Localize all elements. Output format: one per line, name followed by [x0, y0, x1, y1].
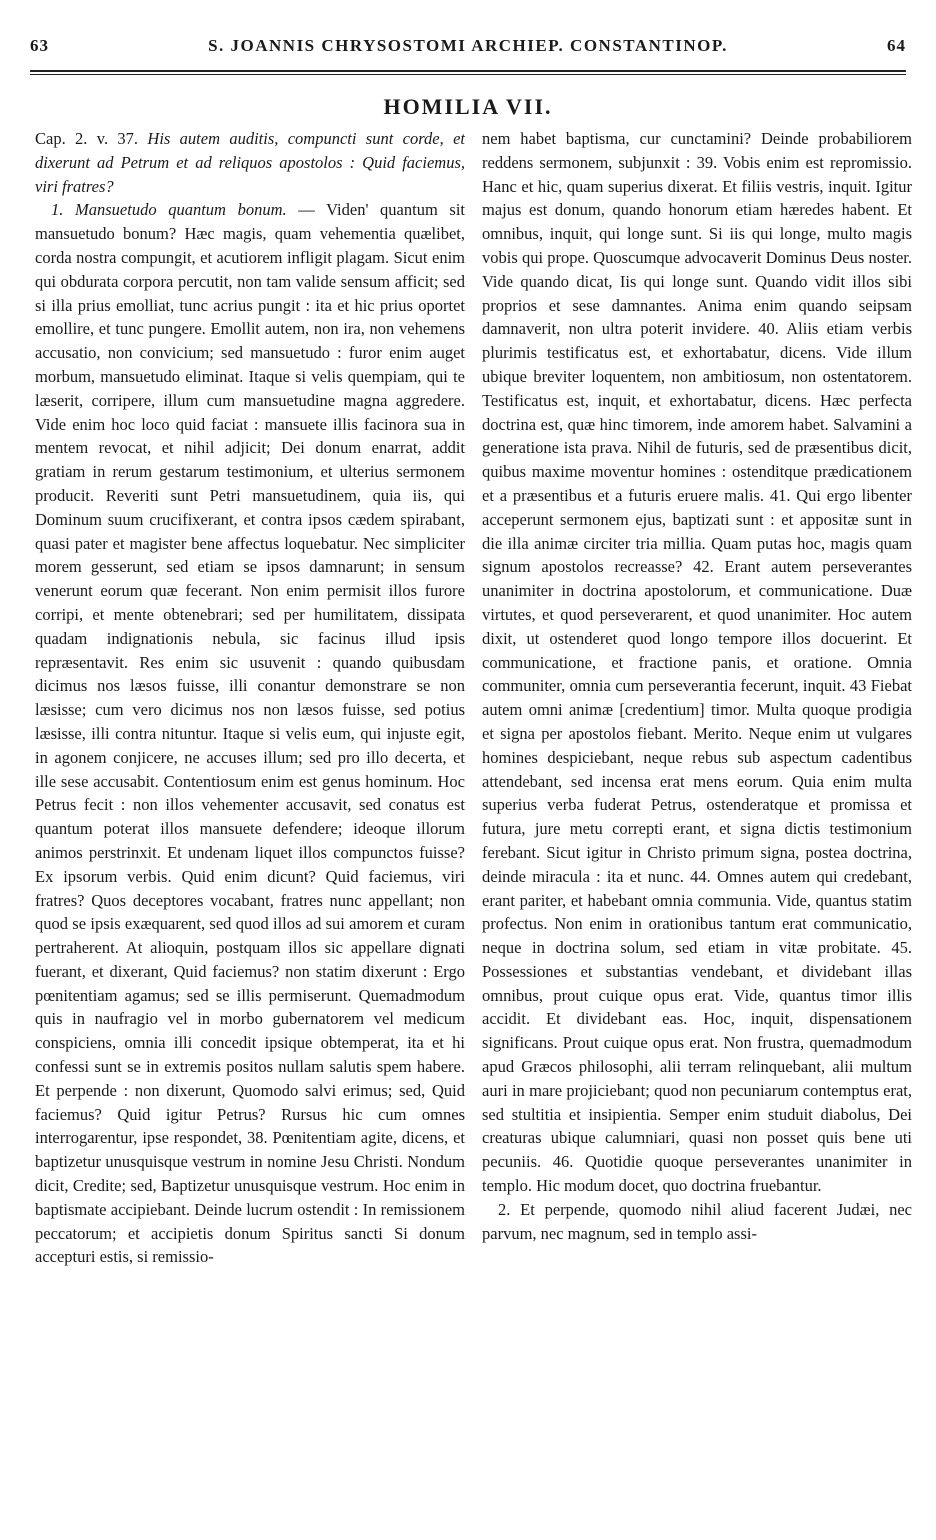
intro-paragraph [35, 127, 465, 198]
chapter-verse-label: Cap. 2. v. 37. [35, 129, 139, 148]
header-rule [30, 70, 906, 75]
left-column [35, 127, 465, 1517]
homily-title: HOMILIA VII. [383, 94, 553, 119]
paragraph-1 [35, 198, 465, 1269]
page-number-right: 64 [887, 36, 906, 55]
continued-paragraph: nem habet baptisma, cur cunctamini? Deinde probabiliorem reddens sermonem, subjunxit : 39. Vobis enim est repromissio. Hanc et hic, quam superius dixerat. Et filiis vestris, inquit. Igitur majus est donum, quando honorum etiam hæredes habent. Et omnibus, inquit, qui longe sunt. Si iis qui longe, multo magis vobis qui prope. Quoscumque advocaverit Dominus Deus noster. Vide quando dicat, Iis qui longe sunt. Quando vidit illos sibi proprios et sese damnantes. Anima enim quando seipsam damnaverit, non ultra poterit invidere. 40. Aliis etiam verbis plurimis testificatus est, et exhortabatur, dicens. Vide illum ubique breviter loquentem, non ambitiosum, non ostentatorem. Testificatus est, inquit, et exhortabatur, dicens. Hæc perfecta doctrina est, quæ hinc timorem, inde amorem habet. Salvamini a generatione ista prava. Nihil de futuris, sed de præsentibus dicit, quibus maxime moventur homines : ostenditque prædicationem et a præsentibus et a futuris eruere malis. 41. Qui ergo libenter acceperunt sermonem ejus, baptizati sunt : et appositæ sunt in die illa animæ circiter tria millia. Quam putas hoc, magis quam signum apostolos recreasse? 42. Erant autem perseverantes unanimiter in doctrina apostolorum, et communicatione. Duæ virtutes, et quod perseverarent, et quod unanimiter. Hoc autem dixit, ut ostenderet quod longo tempore illos docuerint. Et communicatione, et fractione panis, et oratione. Omnia communiter, omnia cum perseverantia fecerunt, inquit. 43 Fiebat autem omni animæ [credentium] timor. Multa quoque prodigia et signa per apostolos fiebant. Merito. Neque enim ut vulgares homines despiciebant, neque rebus sub aspectum cadentibus attendebant, sed incensa erat mens eorum. Quia enim multa superius verba fuderat Petrus, ostenderatque et promissa et futura, jure metu correpti erant, et signa dictis testimonium ferebant. Sicut igitur in Christo primum signa, postea doctrina, deinde miracula : ita et nunc. 44. Omnes autem qui credebant, erant pariter, et habebant omnia communia. Vide, quantus statim profectus. Non enim in orationibus tantum erat communicatio, neque in doctrina solum, sed etiam in vitæ probitate. 45. Possessiones et substantias vendebant, et dividebant illas omnibus, prout cuique opus erat. Vide, quantus timor illis accidit. Et dividebant eas. Hoc, inquit, dispensationem significans. Prout cuique opus erat. Non frustra, quemadmodum apud Græcos philosophi, alii terram relinquebant, alii multum auri in mare projiciebant; quod non pecuniarum contemptus erat, sed stultitia et insipientia. Semper enim studuit diabolus, Dei creaturas ubique calumniari, quasi non posset quis bene uti pecuniis. 46. Quotidie quoque perseverantes unanimiter in templo. Hic modum docet, quo doctrina fruebantur. [482, 129, 912, 1196]
right-column [482, 127, 912, 1517]
paragraph-text: — Viden' quantum sit mansuetudo bonum? Hæc magis, quam vehementia quælibet, corda nostra compungit, et acutiorem infligit plagam. Sicut enim qui obdurata corpora percutit, non tam valide sensum afficit; sed si illa prius emolliat, tunc acrius pungit : ita et hic prius oportet emollire, et tunc pungere. Emollit autem, non ira, non vehemens accusatio, non convicium; sed mansuetudo : furor enim auget morbum, mansuetudo eliminat. Itaque si velis quempiam, qui te læserit, corripere, illum cum mansuetudine magna aggredere. Vide enim hoc loco quid faciat : mansuete illis facinora sua in mentem revocat, et nihil adjicit; Dei donum enarrat, addit gratiam in rerum gestarum testimonium, et ulterius sermonem producit. Reveriti sunt Petri mansuetudinem, quia iis, qui Dominum suum crucifixerant, et contra ipsos cædem spirabant, quasi pater et magister bene affectus loquebatur. Nec simpliciter morem gesserunt, sed etiam se ipsos damnarunt; in sensum venerunt eorum quæ fecerant. Non enim permisit illos furore corripi, et mente obtenebrari; sed per humilitatem, dissipata quadam indignationis nebula, sic facinus illud ipsis repræsentavit. Res enim sic usuvenit : quando quibusdam dicimus nos læsos fuisse, illi conantur demonstrare se non læsisse; cum vero dicimus nos non læsos fuisse, sed potius læsisse, illi contra nituntur. Itaque si velis eum, qui injuste egit, in agonem conjicere, ne accuses illum; sed pro illo decerta, et ille sese accusabit. Contentiosum enim est genus hominum. Hoc Petrus fecit : non illos vehementer accusavit, sed conatus est quantum poterat illos mansuete defendere; ideoque illorum animos perstrinxit. Et undenam liquet illos compunctos fuisse? Ex ipsorum verbis. Quid enim dicunt? Quid faciemus, viri fratres? Quos deceptores vocabant, fratres nunc appellant; non quod se ipsis exæquarent, sed quod illos ad sui amorem et curam pertraherent. At alioquin, postquam illos sic appellare dignati fuerant, et dixerant, Quid faciemus? non statim dixerunt : Ergo pœnitentiam agamus; sed se illis permiserunt. Quemadmodum quis in naufragio vel in morbo gubernatorem vel medicum conspiciens, omnia illi concedit ipsique obtemperat, ita et hi confessi sunt se in extremis positos nullam salutis spem habere. Et perpende : non dixerunt, Quomodo salvi erimus; sed, Quid faciemus? Quid igitur Petrus? Rursus hic cum omnes interrogarentur, ipse respondet, 38. Pœnitentiam agite, dicens, et baptizetur unusquisque vestrum in nomine Jesu Christi. Nondum dicit, Credite; sed, Baptizetur unusquisque vestrum. Hoc enim in baptismate accipiebant. Deinde lucrum ostendit : In remissionem peccatorum; et accipietis donum Spiritus sancti Si donum accepturi estis, si remissio- [35, 200, 465, 1267]
page-number-left: 63 [30, 36, 49, 55]
section-heading: 1. Mansuetudo quantum bonum. [51, 200, 287, 220]
running-header [30, 36, 906, 62]
paragraph-2: 2. Et perpende, quomodo nihil aliud facerent Judæi, nec parvum, nec magnum, sed in templo assi- [482, 1199, 912, 1243]
running-title: S. JOANNIS CHRYSOSTOMI ARCHIEP. CONSTANTINOP. [208, 36, 728, 55]
scripture-quote: His autem auditis, compuncti sunt corde, et dixerunt ad Petrum et ad reliquos apostolos : Quid faciemus, viri fratres? [35, 129, 465, 196]
